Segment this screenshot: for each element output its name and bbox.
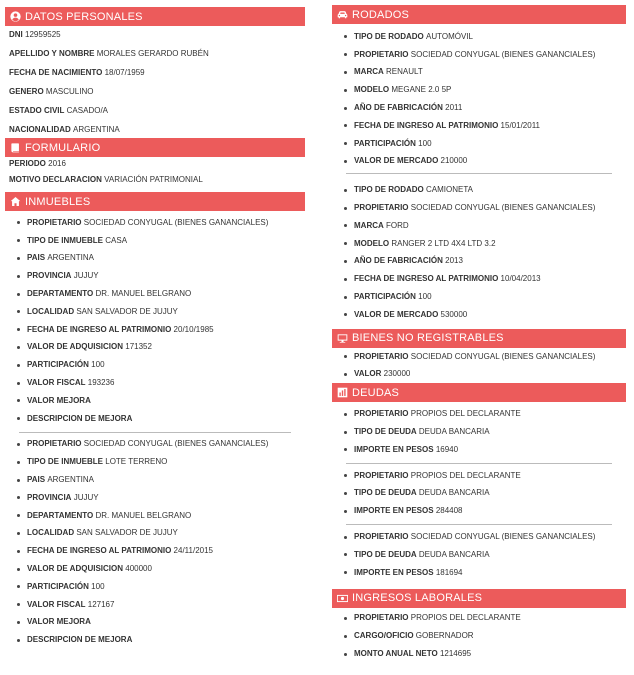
- list-item: PROVINCIA JUJUY: [5, 267, 305, 285]
- rodado-group: [332, 181, 626, 323]
- bienes-list: [332, 348, 626, 384]
- field-row: GENERO MASCULINO: [9, 86, 94, 96]
- list-item: TIPO DE DEUDA DEUDA BANCARIA: [332, 485, 626, 503]
- list-item: DESCRIPCION DE MEJORA: [5, 410, 305, 428]
- inmueble-group: [5, 436, 305, 650]
- list-item: MONTO ANUAL NETO 1214695: [332, 645, 626, 663]
- list-item: DESCRIPCION DE MEJORA: [5, 631, 305, 649]
- section-title: BIENES NO REGISTRABLES: [352, 332, 504, 345]
- list-item: PAIS ARGENTINA: [5, 471, 305, 489]
- list-item: PROPIETARIO PROPIOS DEL DECLARANTE: [332, 405, 626, 423]
- list-item: IMPORTE EN PESOS 181694: [332, 564, 626, 582]
- list-item: LOCALIDAD SAN SALVADOR DE JUJUY: [5, 525, 305, 543]
- list-item: FECHA DE INGRESO AL PATRIMONIO 15/01/2011: [332, 117, 626, 135]
- section-header-rodados: [332, 5, 626, 24]
- list-item: FECHA DE INGRESO AL PATRIMONIO 24/11/2015: [5, 542, 305, 560]
- book-icon: [10, 142, 21, 153]
- list-item: MODELO RANGER 2 LTD 4X4 LTD 3.2: [332, 235, 626, 253]
- section-title: INGRESOS LABORALES: [352, 592, 483, 605]
- divider: [346, 463, 612, 464]
- list-item: FECHA DE INGRESO AL PATRIMONIO 20/10/1985: [5, 321, 305, 339]
- deudas-list: [332, 405, 626, 581]
- list-item: VALOR DE MERCADO 530000: [332, 306, 626, 324]
- section-header-deudas: [332, 383, 626, 402]
- list-item: LOCALIDAD SAN SALVADOR DE JUJUY: [5, 303, 305, 321]
- list-item: TIPO DE INMUEBLE CASA: [5, 232, 305, 250]
- list-item: AÑO DE FABRICACIÓN 2013: [332, 253, 626, 271]
- section-header-bienes-no-registrables: [332, 329, 626, 348]
- list-item: VALOR FISCAL 127167: [5, 596, 305, 614]
- list-item: PROPIETARIO SOCIEDAD CONYUGAL (BIENES GANANCIALES): [332, 348, 626, 366]
- list-item: VALOR 230000: [332, 366, 626, 384]
- divider: [346, 173, 612, 174]
- section-title: RODADOS: [352, 8, 410, 21]
- field-row: NACIONALIDAD ARGENTINA: [9, 124, 120, 134]
- home-icon: [10, 196, 21, 207]
- list-item: PROPIETARIO SOCIEDAD CONYUGAL (BIENES GANANCIALES): [332, 528, 626, 546]
- list-item: PAIS ARGENTINA: [5, 250, 305, 268]
- divider: [346, 524, 612, 525]
- list-item: PARTICIPACIÓN 100: [5, 356, 305, 374]
- bar-chart-icon: [337, 387, 348, 398]
- list-item: VALOR FISCAL 193236: [5, 374, 305, 392]
- field-row: MOTIVO DECLARACION VARIACIÓN PATRIMONIAL: [9, 175, 203, 184]
- ingresos-list: [332, 610, 626, 663]
- right-column: [332, 0, 626, 663]
- list-item: PROPIETARIO PROPIOS DEL DECLARANTE: [332, 610, 626, 628]
- list-item: PROPIETARIO SOCIEDAD CONYUGAL (BIENES GANANCIALES): [5, 436, 305, 454]
- section-title: DATOS PERSONALES: [25, 10, 143, 23]
- inmuebles-list: [5, 214, 305, 649]
- list-item: MARCA FORD: [332, 217, 626, 235]
- list-item: CARGO/OFICIO GOBERNADOR: [332, 627, 626, 645]
- deuda-group: [332, 405, 626, 458]
- list-item: PROPIETARIO SOCIEDAD CONYUGAL (BIENES GANANCIALES): [332, 46, 626, 64]
- list-item: VALOR MEJORA: [5, 614, 305, 632]
- formulario-list: [5, 157, 305, 189]
- list-item: TIPO DE INMUEBLE LOTE TERRENO: [5, 453, 305, 471]
- section-title: FORMULARIO: [25, 141, 101, 154]
- list-item: VALOR DE MERCADO 210000: [332, 153, 626, 171]
- user-circle-icon: [10, 11, 21, 22]
- list-item: FECHA DE INGRESO AL PATRIMONIO 10/04/2013: [332, 270, 626, 288]
- list-item: TIPO DE DEUDA DEUDA BANCARIA: [332, 423, 626, 441]
- list-item: TIPO DE RODADO CAMIONETA: [332, 181, 626, 199]
- list-item: PROPIETARIO PROPIOS DEL DECLARANTE: [332, 467, 626, 485]
- section-title: INMUEBLES: [25, 195, 91, 208]
- list-item: IMPORTE EN PESOS 16940: [332, 441, 626, 459]
- divider: [19, 432, 291, 433]
- list-item: MODELO MEGANE 2.0 5P: [332, 81, 626, 99]
- list-item: PROVINCIA JUJUY: [5, 489, 305, 507]
- section-header-ingresos-laborales: [332, 589, 626, 608]
- deuda-group: [332, 467, 626, 520]
- field-row: DNI 12959525: [9, 29, 61, 39]
- datos-personales-list: [5, 25, 305, 139]
- list-item: VALOR MEJORA: [5, 392, 305, 410]
- deuda-group: [332, 528, 626, 581]
- money-bill-icon: [337, 593, 348, 604]
- list-item: PROPIETARIO SOCIEDAD CONYUGAL (BIENES GANANCIALES): [5, 214, 305, 232]
- section-title: DEUDAS: [352, 386, 400, 399]
- list-item: PROPIETARIO SOCIEDAD CONYUGAL (BIENES GANANCIALES): [332, 199, 626, 217]
- section-header-datos-personales: [5, 7, 305, 26]
- left-column: [5, 0, 305, 649]
- rodados-list: [332, 28, 626, 324]
- rodado-group: [332, 28, 626, 170]
- list-item: VALOR DE ADQUISICION 171352: [5, 339, 305, 357]
- list-item: IMPORTE EN PESOS 284408: [332, 502, 626, 520]
- list-item: MARCA RENAULT: [332, 64, 626, 82]
- list-item: VALOR DE ADQUISICION 400000: [5, 560, 305, 578]
- list-item: TIPO DE RODADO AUTOMÓVIL: [332, 28, 626, 46]
- section-header-formulario: [5, 138, 305, 157]
- field-row: PERIODO 2016: [9, 159, 66, 168]
- field-row: FECHA DE NACIMIENTO 18/07/1959: [9, 67, 145, 77]
- list-item: PARTICIPACIÓN 100: [332, 135, 626, 153]
- list-item: PARTICIPACIÓN 100: [5, 578, 305, 596]
- list-item: TIPO DE DEUDA DEUDA BANCARIA: [332, 546, 626, 564]
- field-row: APELLIDO Y NOMBRE MORALES GERARDO RUBÉN: [9, 48, 209, 58]
- list-item: PARTICIPACIÓN 100: [332, 288, 626, 306]
- car-icon: [337, 9, 348, 20]
- list-item: DEPARTAMENTO DR. MANUEL BELGRANO: [5, 285, 305, 303]
- section-header-inmuebles: [5, 192, 305, 211]
- inmueble-group: [5, 214, 305, 428]
- monitor-icon: [337, 333, 348, 344]
- list-item: DEPARTAMENTO DR. MANUEL BELGRANO: [5, 507, 305, 525]
- list-item: AÑO DE FABRICACIÓN 2011: [332, 99, 626, 117]
- field-row: ESTADO CIVIL CASADO/A: [9, 105, 108, 115]
